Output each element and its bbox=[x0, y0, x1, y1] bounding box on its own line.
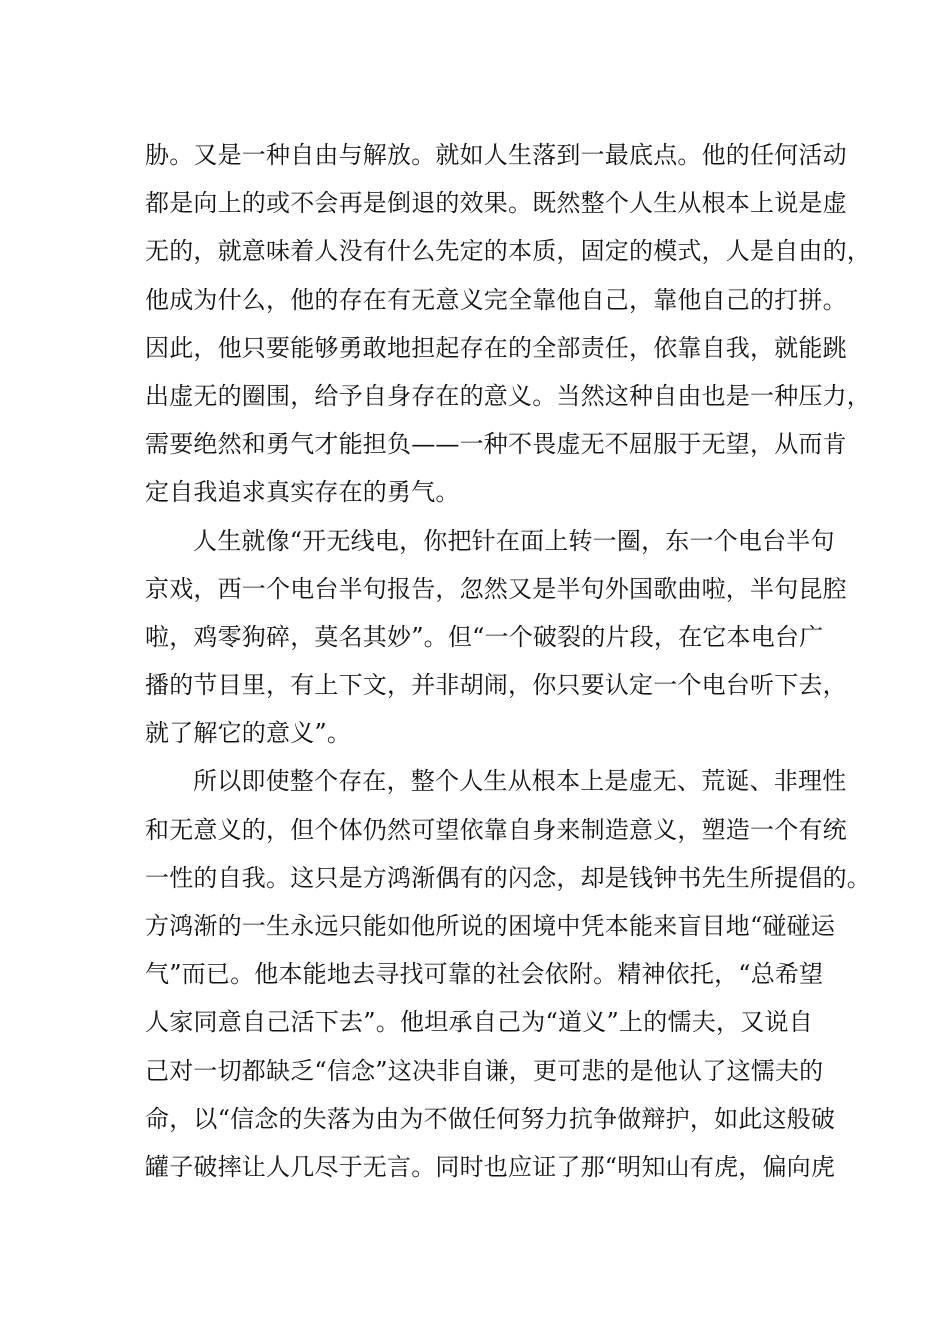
text-line: 方鸿渐的一生永远只能如他所说的困境中凭本能来盲目地“碰碰运 bbox=[145, 912, 836, 940]
text-line: 因此，他只要能够勇敢地担起存在的全部责任，依靠自我，就能跳 bbox=[145, 333, 847, 362]
text-line: 他成为什么，他的存在有无意义完全靠他自己，靠他自己的打拼。 bbox=[145, 285, 847, 314]
text-line: 就了解它的意义”。 bbox=[145, 719, 352, 748]
document-body bbox=[145, 131, 871, 1191]
text-line: 胁。又是一种自由与解放。就如人生落到一最底点。他的任何活动 bbox=[145, 141, 847, 169]
text-line: 京戏，西一个电台半句报告，忽然又是半句外国歌曲啦，半句昆腔 bbox=[145, 574, 847, 603]
text-line: 定自我追求真实存在的勇气。 bbox=[145, 478, 460, 507]
text-line: 需要绝然和勇气才能担负——一种不畏虚无不屈服于无望，从而肯 bbox=[145, 430, 847, 459]
paragraph-first-line: 人生就像“开无线电，你把针在面上转一圈，东一个电台半句 bbox=[193, 526, 835, 555]
text-line: 命，以“信念的失落为由为不做任何努力抗争做辩护，如此这般破 bbox=[145, 1104, 836, 1133]
text-line: 播的节目里，有上下文，并非胡闹，你只要认定一个电台听下去， bbox=[145, 671, 847, 700]
text-line: 人家同意自己活下去”。他坦承自己为“道义”上的懦夫，又说自 bbox=[145, 1008, 813, 1037]
text-line: 一性的自我。这只是方鸿渐偶有的闪念，却是钱钟书先生所提倡的。 bbox=[145, 863, 871, 892]
text-line: 罐子破摔让人几尽于无言。同时也应证了那“明知山有虎，偏向虎 bbox=[145, 1152, 836, 1181]
text-line: 和无意义的，但个体仍然可望依靠自身来制造意义，塑造一个有统 bbox=[145, 815, 847, 844]
text-line: 啦，鸡零狗碎，莫名其妙”。但“一个破裂的片段，在它本电台广 bbox=[145, 622, 824, 651]
text-line: 无的，就意味着人没有什么先定的本质，固定的模式，人是自由的， bbox=[145, 237, 871, 266]
text-line: 出虚无的圈围，给予自身存在的意义。当然这种自由也是一种压力， bbox=[145, 381, 871, 410]
text-line: 己对一切都缺乏“信念”这决非自谦，更可悲的是他认了这懦夫的 bbox=[145, 1056, 824, 1085]
paragraph-first-line: 所以即使整个存在，整个人生从根本上是虚无、荒诞、非理性 bbox=[193, 767, 847, 796]
text-line: 气”而已。他本能地去寻找可靠的社会依附。精神依托，“总希望 bbox=[145, 960, 824, 989]
text-line: 都是向上的或不会再是倒退的效果。既然整个人生从根本上说是虚 bbox=[145, 189, 847, 218]
